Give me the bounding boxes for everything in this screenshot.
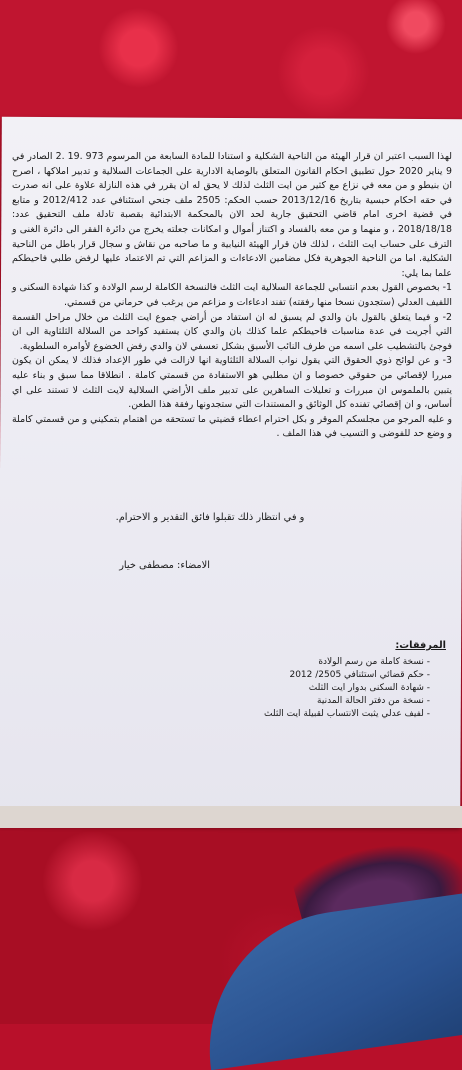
paper-bottom-edge	[0, 806, 462, 828]
signature-line: الامضاء: مصطفى خيار	[119, 560, 210, 571]
attachment-item: - شهادة السكنى بدوار ايت الثلث	[180, 682, 430, 695]
paragraph-request: و عليه المرجو من مجلسكم الموقر و بكل احترام اعطاء قضيتي ما تستحقه من اهتمام بتمكيني و من قسمتي كاملة و وضع حد للفوضى و التسيب في هذا الملف .	[12, 413, 452, 440]
paragraph-point-1: 1- بخصوص القول بعدم انتسابي للجماعة السلالية ايت الثلث فالنسخة الكاملة لرسم الولادة و كذا شهادة السكنى و اللفيف العدلي (ستجدون نسخا منها رفقته) تفند ادعاءات و مزاعم من يرغب في حرماني من قسمتي.	[12, 282, 452, 308]
document-body	[12, 150, 452, 442]
paragraph-point-3: 3- و عن لوائح ذوي الحقوق التي يقول نواب السلالة الثلثاوية انها لازالت في طور الإعداد فذلك لا يمكن ان يكون مبررا لإقصائي من حقوقي خصوصا و ان مطلبي هو الاستفادة من قسمتي كاملة . انطلاقا مما سبق و بناء عليه يتبين بالملموس ان مبررات و تعليلات الساهرين على تدبير ملف الأراضي السلالية لايت الثلث لا تستند على اي أساس، و ان إقصائي تفنده كل الوثائق و المستندات التي ستجدونها رفقة هذا الطعن.	[12, 355, 452, 411]
attachment-item: - حكم قضائي استئنافي 2505/ 2012	[180, 669, 430, 682]
paragraph-point-2: 2- و فيما يتعلق بالقول بان والدي لم يسبق له ان استفاد من أراضي جموع ايت الثلث من خلال مراحل القسمة التي أجريت في عدة مناسبات فاحيطكم علما كذلك بان والدي كان يستفيد كواحد من السلالة الثلثاوية الى ان فوجئ بالتشطيب على اسمه من طرف النائب الأسبق بشكل تعسفي لان والدي رفض الخضوع لأوامره السلطوية.	[12, 311, 452, 352]
attachments-list	[180, 656, 430, 721]
attachment-item: - نسخة من دفتر الحالة المدنية	[180, 695, 430, 708]
attachment-item: - نسخة كاملة من رسم الولادة	[180, 656, 430, 669]
attachment-item: - لفيف عدلي يثبت الانتساب لقبيلة ايت الثلث	[180, 708, 430, 721]
closing-line: و في انتظار ذلك تقبلوا فائق التقدير و الاحترام.	[115, 512, 305, 523]
attachments-heading: المرفقات:	[395, 640, 446, 651]
paragraph-intro: لهذا السبب اعتبر ان قرار الهيئة من الناحية الشكلية و استنادا للمادة السابعة من المرسوم 973 .19 .2 الصادر في 9 يناير 2020 حول تطبيق احكام القانون المتعلق بالوصاية الادارية على الجماعات السلالية و تدبير املاكها ، اصرح ان بنيطو و من معه في نزاع مع كثير من ايت الثلث لذلك لا يحق له ان يقرر في هذه النازلة علاوة على انه صدرت في حقه احكام حبسية بتاريخ 2013/12/16 حسب الحكم: 2505 ملف جنحي استئنافي عدد 2012/412 و متابع في قضية اخرى امام قاضي التحقيق جارية لحد الان بالمحكمة الابتدائية بقصبة تادلة ملف التحقيق عدد: 2018/18/18 ، و منهما و من معه بالفساد و اكتناز أموال و امكانات جعلته يخرج من دائرة الفقر الى دائرة الغنى و الترف على حساب ايت الثلث ، لذلك فان قرار الهيئة النيابية و ما صاحبه من نقاش و سجال قرار باطل من الناحية الشكلية. اما من الناحية الجوهرية فكل مضامين الادعاءات و المزاعم التي تم الاعتماد عليها لرفض طلبي فاحيطكم علما بما يلي:	[12, 151, 453, 279]
background-fabric-top	[0, 0, 462, 120]
